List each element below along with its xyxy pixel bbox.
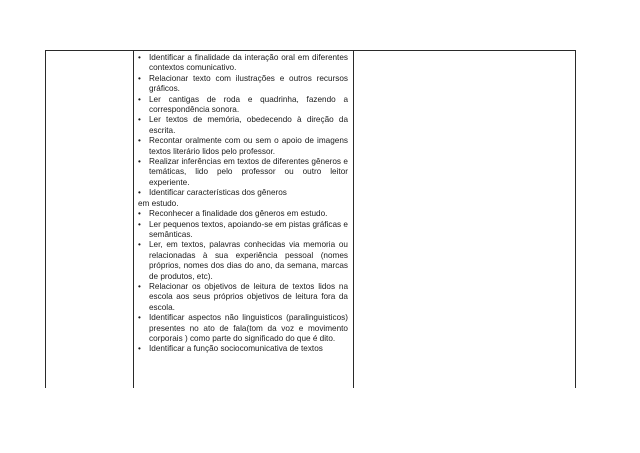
list-item bbox=[138, 282, 348, 313]
list-item-text: Relacionar os objetivos de leitura de textos lidos na escola aos seus próprios objetivos de leitura fora da escola. bbox=[149, 281, 348, 312]
list-item bbox=[138, 53, 348, 74]
list-item-text: Relacionar texto com ilustrações e outros recursos gráficos. bbox=[149, 73, 348, 94]
list-item bbox=[138, 157, 348, 188]
bullet: • bbox=[138, 281, 141, 291]
bullet: • bbox=[138, 219, 141, 229]
list-item bbox=[138, 95, 348, 116]
list-item bbox=[138, 188, 348, 198]
bullet: • bbox=[138, 209, 141, 219]
list-item-text: Ler pequenos textos, apoiando-se em pistas gráficas e semânticas. bbox=[149, 219, 348, 239]
bullet: • bbox=[138, 313, 141, 323]
list-item bbox=[138, 313, 348, 344]
bullet: • bbox=[138, 53, 141, 62]
bullet: • bbox=[138, 115, 141, 125]
list-item-text: Realizar inferências em textos de diferentes gêneros e temáticas, lido pelo professor ou outro leitor experiente. bbox=[149, 157, 348, 187]
list-item-text: Ler cantigas de roda e quadrinha, fazendo a correspondência sonora. bbox=[149, 94, 348, 115]
list-item-text: Identificar a função sociocomunicativa de textos bbox=[149, 344, 323, 354]
list-item-text: Identificar a finalidade da interação oral em diferentes contextos comunicativo. bbox=[149, 53, 348, 73]
bullet: • bbox=[138, 188, 141, 198]
list-item-text: em estudo. bbox=[138, 198, 179, 208]
list-item bbox=[138, 115, 348, 136]
bullet: • bbox=[138, 157, 141, 167]
list-item bbox=[138, 220, 348, 241]
list-continuation bbox=[138, 199, 348, 209]
list-item bbox=[138, 209, 348, 219]
list-item-text: Ler textos de memória, obedecendo à direção da escrita. bbox=[149, 115, 348, 135]
table-cell-objectives bbox=[138, 53, 348, 355]
list-item-text: Identificar características dos gêneros bbox=[149, 188, 287, 198]
bullet: • bbox=[138, 240, 141, 250]
list-item bbox=[138, 74, 348, 95]
list-item bbox=[138, 344, 348, 354]
list-item-text: Identificar aspectos não linguisticos (paralinguisticos) presentes no ato de fala(tom da voz e movimento corporais ) como parte do significado do que é dito. bbox=[149, 313, 348, 343]
table-right-border bbox=[575, 50, 576, 388]
bullet: • bbox=[138, 136, 141, 146]
list-item bbox=[138, 136, 348, 157]
bullet: • bbox=[138, 73, 141, 83]
list-item-text: Reconhecer a finalidade dos gêneros em estudo. bbox=[149, 209, 328, 219]
table-top-border bbox=[45, 50, 576, 51]
list-item-text: Ler, em textos, palavras conhecidas via memoria ou relacionadas à sua experiência pessoal (nomes próprios, nomes dos dias do ano, da semana, marcas de produtos, etc). bbox=[149, 240, 348, 281]
list-item bbox=[138, 240, 348, 282]
table-column-divider-2 bbox=[353, 50, 354, 388]
table-left-border bbox=[45, 50, 46, 388]
bullet: • bbox=[138, 94, 141, 104]
bullet: • bbox=[138, 344, 141, 354]
table-column-divider-1 bbox=[133, 50, 134, 388]
list-item-text: Recontar oralmente com ou sem o apoio de imagens textos literário lidos pelo professor. bbox=[149, 136, 348, 156]
